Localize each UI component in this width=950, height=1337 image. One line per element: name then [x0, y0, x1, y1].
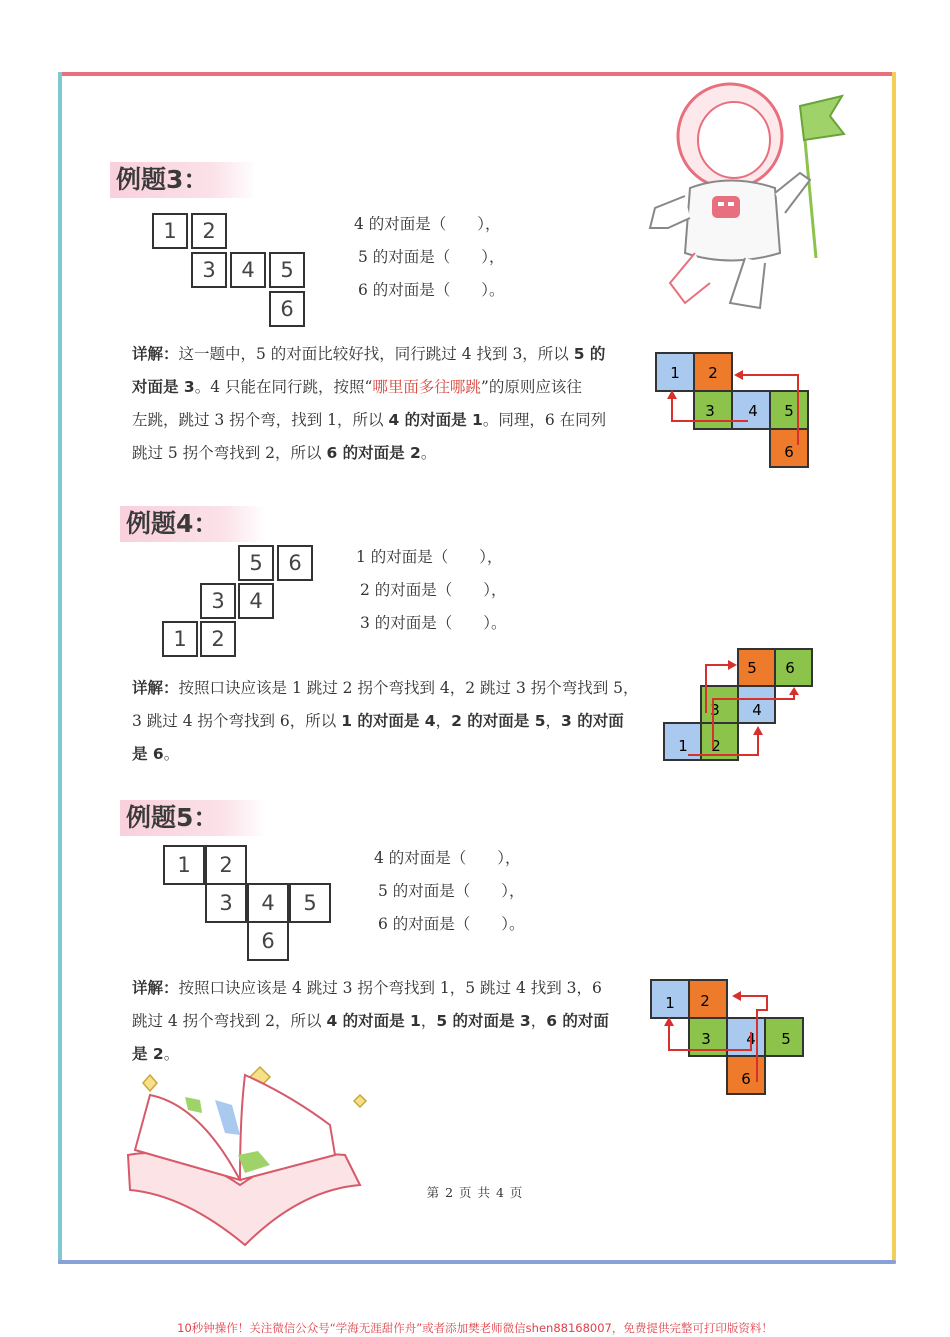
example3-solution-net: [648, 345, 820, 475]
question: 4 的对面是（ ），: [374, 849, 521, 867]
net-cell: 5: [238, 545, 274, 581]
frame-top: [58, 72, 896, 76]
net-number: 6: [784, 443, 794, 461]
net-number: 5: [781, 1030, 791, 1048]
example4-detail: 详解：按照口诀应该是 1 跳过 2 拐个弯找到 4，2 跳过 3 拐个弯找到 5， 3 跳过 4 拐个弯找到 6，所以 1 的对面是 4，2 的对面是 5，3 的对面 是 6。: [132, 679, 639, 763]
example5-solution-net: [645, 972, 820, 1100]
example4-title: 例题4：: [120, 506, 266, 542]
net-cell: 4: [230, 252, 266, 288]
net-number: 4: [752, 701, 762, 719]
arrow-head: [732, 991, 741, 1001]
question: 5 的对面是（ ），: [378, 882, 525, 900]
promo-banner: 10秒钟操作！关注微信公众号“学海无涯甜作舟”或者添加樊老师微信shen88168007，免费提供完整可打印版资料！: [177, 1321, 773, 1335]
question: 4 的对面是（ ），: [354, 215, 501, 233]
example5-detail: 详解：按照口诀应该是 4 跳过 3 拐个弯找到 1，5 跳过 4 找到 3，6 跳过 4 拐个弯找到 2，所以 4 的对面是 1，5 的对面是 3，6 的对面 是 2。: [132, 979, 609, 1063]
net-cell: 2: [200, 621, 236, 657]
net-number: 2: [700, 992, 710, 1010]
example3-detail: 详解：这一题中，5 的对面比较好找，同行跳过 4 找到 3，所以 5 的 对面是 3。4 只能在同行跳，按照“哪里面多往哪跳”的原则应该往 左跳，跳过 3 拐个弯，找到 1，所以 4 的对面是 1。同理，6 在同列 跳过 5 拐个弯找到 2，所以 6 的对面是 2。: [132, 345, 607, 462]
question: 2 的对面是（ ），: [360, 581, 507, 599]
net-cell: 3: [205, 883, 247, 923]
frame-right: [892, 72, 896, 1264]
net-number: 6: [741, 1070, 751, 1088]
net-cell: 2: [191, 213, 227, 249]
net-number: 6: [785, 659, 795, 677]
net-number: 5: [784, 402, 794, 420]
net-cell: 1: [152, 213, 188, 249]
net-number: 5: [747, 659, 757, 677]
frame-left: [58, 72, 62, 1264]
net-number: 1: [670, 364, 680, 382]
net-cell: 4: [238, 583, 274, 619]
net-number: 3: [705, 402, 715, 420]
page-footer: 第 2 页 共 4 页: [426, 1185, 524, 1200]
net-cell: 2: [205, 845, 247, 885]
arrow-head: [753, 726, 763, 735]
net-cell: 1: [162, 621, 198, 657]
astronaut-illustration: [630, 78, 860, 313]
arrow-head: [789, 687, 799, 695]
arrow-head: [734, 370, 743, 380]
net-cell: 3: [200, 583, 236, 619]
book-illustration: [120, 1055, 370, 1250]
frame-bottom: [58, 1260, 896, 1264]
question: 6 的对面是（ ）。: [358, 281, 505, 299]
net-number: 1: [665, 994, 675, 1012]
net-number: 3: [710, 701, 720, 719]
net-number: 4: [748, 402, 758, 420]
net-cell: 4: [247, 883, 289, 923]
arrow-head: [728, 660, 737, 670]
net-cell: 6: [247, 921, 289, 961]
question: 3 的对面是（ ）。: [360, 614, 507, 632]
detail-label: 详解：: [132, 979, 179, 997]
net-cell: 5: [269, 252, 305, 288]
net-cell: 3: [191, 252, 227, 288]
question: 6 的对面是（ ）。: [378, 915, 525, 933]
question: 5 的对面是（ ），: [358, 248, 505, 266]
net-cell: 1: [163, 845, 205, 885]
example5-title: 例题5：: [120, 800, 266, 836]
detail-label: 详解：: [132, 345, 179, 363]
net-number: 4: [746, 1030, 756, 1048]
example4-solution-net: [658, 643, 820, 771]
net-number: 2: [708, 364, 718, 382]
net-cell: 6: [269, 291, 305, 327]
net-number: 3: [701, 1030, 711, 1048]
net-number: 2: [711, 737, 721, 755]
net-cell: 5: [289, 883, 331, 923]
net-cell: 6: [277, 545, 313, 581]
example3-title: 例题3：: [110, 162, 256, 198]
detail-label: 详解：: [132, 679, 179, 697]
question: 1 的对面是（ ），: [356, 548, 503, 566]
net-number: 1: [678, 737, 688, 755]
